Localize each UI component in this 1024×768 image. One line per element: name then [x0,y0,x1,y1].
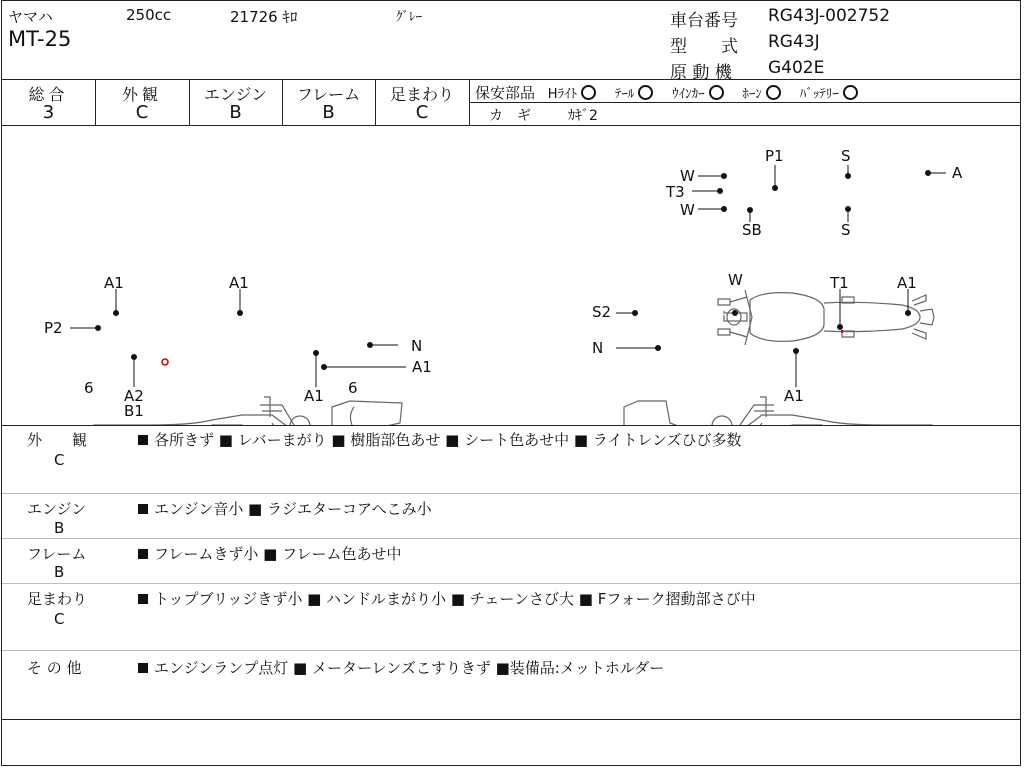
section-frame-grade: B [54,563,65,581]
bullet-icon [138,435,148,445]
divider [2,79,1020,80]
bike-right-view [624,397,940,425]
label-S2: S2 [592,303,612,321]
bullet-icon [138,663,148,673]
label-A1: A1 [104,274,124,292]
label-A1: A1 [412,358,432,376]
label-B1: B1 [124,402,144,420]
grade-suspension-label: 足まわり [389,85,454,104]
grade-overall-label: 総合 [28,85,69,104]
label-W: W [728,271,743,289]
displacement: 250cc [126,6,172,24]
section-frame-text: フレームきず小 ■ フレーム色あせ中 [154,545,402,563]
safety-tail: ﾃｰﾙ [614,87,635,102]
divider [469,79,470,125]
safety-row [475,82,858,103]
ok-circle-icon [766,85,781,100]
bike-top-view [718,290,934,345]
section-exterior-text: 各所きず ■ レバーまがり ■ 樹脂部色あせ ■ シート色あせ中 ■ ライトレンズひび多数 [154,431,742,449]
section-engine-grade: B [54,519,65,537]
maker: ヤマハ [8,8,53,26]
frame-no-label: 車台番号 [670,11,738,31]
divider [2,650,1020,651]
grade-engine-label: エンジン [203,85,268,104]
grade-exterior-label: 外観 [121,85,162,104]
label-A1: A1 [229,274,249,292]
safety-battery: ﾊﾞｯﾃﾘｰ [799,87,839,102]
label-A2: A2 [124,387,144,405]
section-other-body [138,657,664,678]
divider [2,719,1020,720]
section-engine-label: エンジン [27,500,87,518]
type-label: 型 式 [670,37,738,57]
bullet-icon [138,594,148,604]
section-engine-text: エンジン音小 ■ ラジエターコアへこみ小 [154,500,432,518]
label-N: N [411,337,423,355]
section-frame-body [138,543,402,564]
section-exterior-body [138,429,742,450]
label-S: S [841,147,851,165]
mileage: 21726 ｷﾛ [230,8,298,26]
safety-label: 保安部品 [475,84,536,102]
safety-headlight: Hﾗｲﾄ [547,87,578,102]
label-S: S [841,221,851,239]
label-SB: SB [742,221,762,239]
label-A1: A1 [304,387,324,405]
inspection-sheet [1,0,1021,766]
label-W: W [680,201,695,219]
label-N: N [592,339,604,357]
safety-horn: ﾎｰﾝ [742,87,762,102]
section-suspension-grade: C [54,610,65,628]
section-suspension-body [138,588,756,609]
section-exterior-label: 外 観 [27,431,88,449]
type-value: RG43J [768,32,820,52]
key-value: ｶｷﾞ2 [568,108,598,124]
ok-circle-icon [638,85,653,100]
divider [2,425,1020,426]
label-T3: T3 [666,183,685,201]
grade-exterior-value: C [135,102,149,123]
label-P1: P1 [765,147,784,165]
label-A: A [952,164,963,182]
label-A1: A1 [784,387,804,405]
label-6: 6 [84,379,94,397]
damage-diagram [2,125,1020,425]
section-suspension-label: 足まわり [27,590,88,608]
label-W: W [680,167,695,185]
label-A1: A1 [897,274,917,292]
key-label: カ ギ [489,108,531,124]
safety-winker: ｳｲﾝｶｰ [672,87,705,102]
grade-suspension-value: C [415,102,429,123]
section-other-label: そ の 他 [27,659,82,677]
section-other-text: エンジンランプ点灯 ■ メーターレンズこすりきず ■装備品:メットホルダー [154,659,665,677]
bullet-icon [138,549,148,559]
label-T1: T1 [830,274,849,292]
grade-overall-value: 3 [42,102,55,123]
divider [2,583,1020,584]
section-exterior-grade: C [54,451,65,469]
ok-circle-icon [581,85,596,100]
bullet-icon [138,504,148,514]
section-frame-label: フレーム [27,545,87,563]
section-engine-body [138,498,432,519]
grade-frame-value: B [322,102,335,123]
divider [2,493,1020,494]
grade-engine-value: B [229,102,242,123]
frame-no: RG43J-002752 [768,6,891,26]
engine-value: G402E [768,58,825,78]
section-suspension-text: トップブリッジきず小 ■ ハンドルまがり小 ■ チェーンさび大 ■ Fフォーク摺動部さび中 [154,590,756,608]
label-P2: P2 [44,319,63,337]
grade-frame-label: フレーム [296,85,361,104]
color: ｸﾞﾚｰ [396,10,422,25]
damage-mark [162,359,168,365]
divider [2,538,1020,539]
model-name: MT-25 [8,27,72,51]
ok-circle-icon [843,85,858,100]
ok-circle-icon [709,85,724,100]
engine-label: 原 動 機 [670,63,732,83]
label-6: 6 [348,379,358,397]
